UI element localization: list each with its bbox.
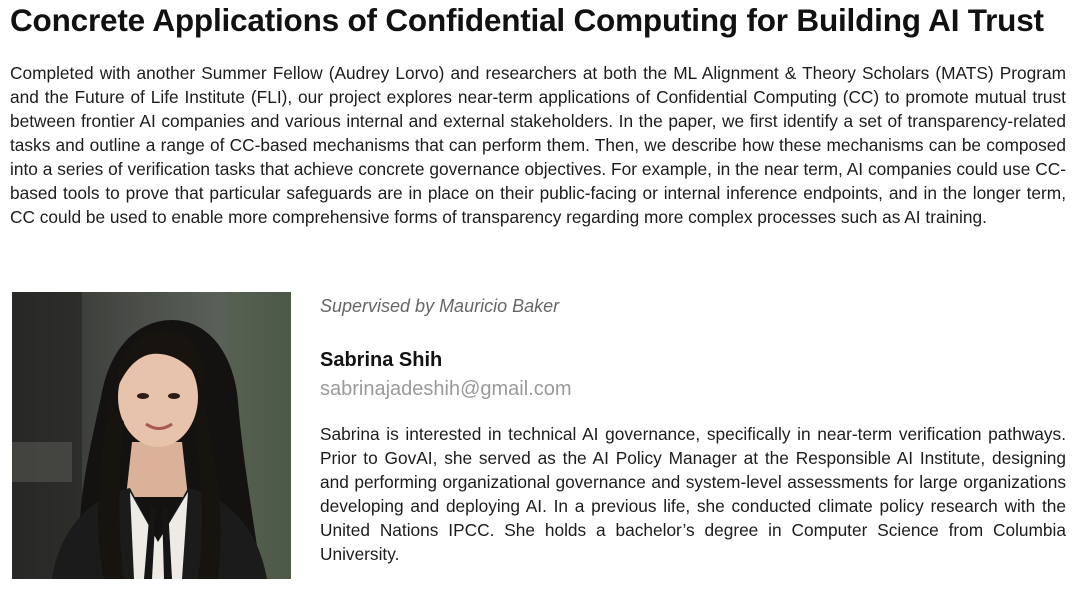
fellow-email-link[interactable]: sabrinajadeshih@gmail.com: [320, 378, 572, 400]
supervisor-note: Supervised by Mauricio Baker: [320, 296, 560, 316]
fellow-name: Sabrina Shih: [320, 349, 443, 371]
portrait-illustration: [12, 292, 291, 579]
project-abstract: Completed with another Summer Fellow (Audrey Lorvo) and researchers at both the ML Alignment & Theory Scholars (MATS) Program and the Future of Life Institute (FLI), our project explores near-term applications of Confidential Computing (CC) to promote mutual trust between frontier AI companies and various internal and external stakeholders. In the paper, we first identify a set of transparency-related tasks and outline a range of CC-based mechanisms that can perform them. Then, we describe how these mechanisms can be composed into a series of verification tasks that achieve concrete governance objectives. For example, in the near term, AI companies could use CC-based tools to prove that particular safeguards are in place on their public-facing or internal inference endpoints, and in the longer term, CC could be used to enable more comprehensive forms of transparency regarding more complex processes such as AI training.: [10, 63, 1066, 227]
portrait-photo: [12, 292, 291, 579]
project-title: Concrete Applications of Confidential Computing for Building AI Trust: [10, 2, 1044, 38]
fellow-bio: Sabrina is interested in technical AI governance, specifically in near-term verification pathways. Prior to GovAI, she served as the AI Policy Manager at the Responsible AI Institute, designing and performing organizational governance and system-level assessments for large organizations developing and deploying AI. In a previous life, she conducted climate policy research with the United Nations IPCC. She holds a bachelor’s degree in Computer Science from Columbia University.: [320, 424, 1066, 564]
